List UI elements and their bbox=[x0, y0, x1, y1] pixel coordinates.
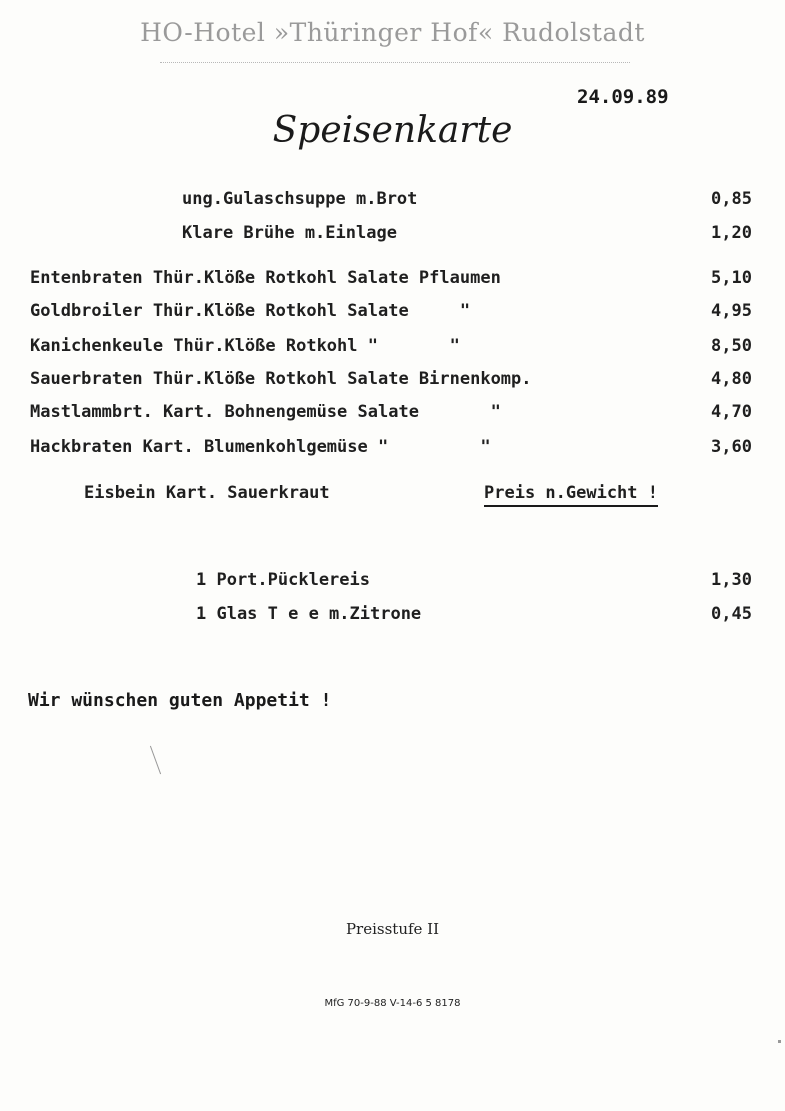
menu-item-price: 4,95 bbox=[711, 301, 752, 321]
greeting-line: Wir wünschen guten Appetit ! bbox=[28, 690, 332, 711]
menu-date: 24.09.89 bbox=[577, 86, 669, 108]
menu-item-name: Goldbroiler Thür.Klöße Rotkohl Salate " bbox=[30, 301, 471, 321]
hotel-header: HO-Hotel »Thüringer Hof« Rudolstadt bbox=[140, 18, 645, 47]
menu-item-name: Hackbraten Kart. Blumenkohlgemüse " " bbox=[30, 437, 491, 457]
price-level: Preisstufe II bbox=[345, 920, 440, 938]
menu-item-name: Klare Brühe m.Einlage bbox=[182, 223, 397, 243]
scan-mark bbox=[778, 1040, 781, 1043]
menu-item-price: 4,70 bbox=[711, 402, 752, 422]
menu-item-name: Sauerbraten Thür.Klöße Rotkohl Salate Birnenkomp. bbox=[30, 369, 532, 389]
menu-item-price: 1,30 bbox=[711, 570, 752, 590]
menu-item-price: 0,45 bbox=[711, 604, 752, 624]
menu-item-price: 5,10 bbox=[711, 268, 752, 288]
scan-mark bbox=[150, 746, 161, 775]
menu-item-name: 1 Port.Pücklereis bbox=[196, 570, 370, 590]
menu-item-price: 8,50 bbox=[711, 336, 752, 356]
print-code: MfG 70-9-88 V-14-6 5 8178 bbox=[324, 998, 461, 1009]
menu-item-name: Kanichenkeule Thür.Klöße Rotkohl " " bbox=[30, 336, 460, 356]
price-by-weight-note: Preis n.Gewicht ! bbox=[484, 483, 658, 507]
menu-item-name: Entenbraten Thür.Klöße Rotkohl Salate Pflaumen bbox=[30, 268, 501, 288]
menu-item-price: 0,85 bbox=[711, 189, 752, 209]
header-rule bbox=[160, 62, 630, 63]
menu-title: Speisenkarte bbox=[272, 110, 513, 151]
menu-item-name: Mastlammbrt. Kart. Bohnengemüse Salate " bbox=[30, 402, 501, 422]
menu-item-name: Eisbein Kart. Sauerkraut bbox=[84, 483, 330, 503]
menu-item-name: ung.Gulaschsuppe m.Brot bbox=[182, 189, 418, 209]
menu-item-price: 3,60 bbox=[711, 437, 752, 457]
menu-item-price: 4,80 bbox=[711, 369, 752, 389]
menu-item-name: 1 Glas T e e m.Zitrone bbox=[196, 604, 422, 624]
menu-item-price: 1,20 bbox=[711, 223, 752, 243]
